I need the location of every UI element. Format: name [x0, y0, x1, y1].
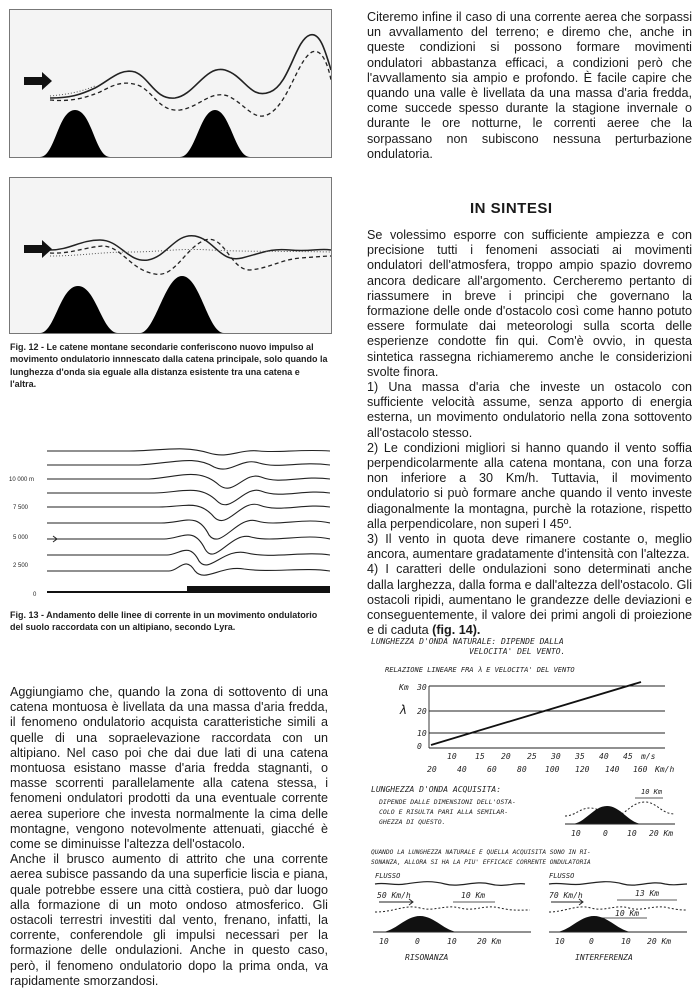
x-tick-kmh: 120 — [575, 765, 590, 774]
x-tick-kmh: 20 — [427, 765, 437, 774]
int-speed: 70 Km/h — [549, 891, 583, 900]
section-heading: IN SINTESI — [470, 200, 553, 217]
figure-reference: (fig. 14). — [432, 623, 481, 638]
fig13-caption: Fig. 13 - Andamento delle linee di corrente in un movimento ondulatorio del suolo raccordata con un altipiano, secondo Lyra. — [10, 610, 318, 633]
x-tick-ms: 30 — [551, 752, 561, 761]
fig14-title: LUNGHEZZA D'ONDA NATURALE: DIPENDE DALLA — [371, 637, 564, 646]
x-unit-ms: m/s — [641, 752, 656, 761]
x-tick-ms: 25 — [527, 752, 537, 761]
fig12-bottom-diagram — [9, 177, 332, 334]
acq-km: 10 Km — [641, 788, 663, 796]
fig13-ylabel: 2 500 — [13, 563, 29, 569]
fig12-caption: Fig. 12 - Le catene montane secondarie conferiscono nuovo impulso al movimento ondulatorio innnescato dalla catena principale, solo quando la lunghezza d'onda sia eguale alla distanza esistente tra una catena e l'altra. — [10, 342, 328, 390]
int-tick: 20 Km — [647, 937, 672, 946]
int-length-2: 10 Km — [615, 909, 640, 918]
x-tick-ms: 15 — [475, 752, 485, 761]
res-tick: 10 — [447, 937, 457, 946]
x-tick-kmh: 140 — [605, 765, 620, 774]
res-tick: 20 Km — [477, 937, 502, 946]
x-tick-kmh: 80 — [517, 765, 527, 774]
x-tick-ms: 45 — [623, 752, 633, 761]
y-tick: 20 — [417, 707, 427, 716]
summary-paragraph: 2) Le condizioni migliori si hanno quando il vento soffia perpendicolarmente alla catena montana, con una forza non inferiore a 30 Km/h. Tuttavia, il movimento ondulatorio si può formare anche quando il vento investe diagonalmente la montagna, purchè la rotazione, rispetto alla perpendicolare, non superi I 45º. — [367, 440, 692, 531]
acq-tick: 10 — [627, 829, 637, 838]
chart-lambda: λ — [399, 703, 407, 717]
int-tick: 0 — [589, 937, 594, 946]
resonance-note: QUANDO LA LUNGHEZZA NATURALE E QUELLA ACQUISITA SONO IN RI- — [371, 849, 591, 856]
fig13-diagram — [9, 445, 330, 605]
fig13-ylabel: 5 000 — [13, 535, 29, 541]
y-tick: 30 — [417, 683, 427, 692]
x-tick-ms: 20 — [501, 752, 511, 761]
fig14-subtitle: RELAZIONE LINEARE FRA λ E VELOCITA' DEL VENTO — [385, 666, 575, 674]
res-length: 10 Km — [461, 891, 486, 900]
x-tick-kmh: 40 — [457, 765, 467, 774]
int-length-1: 13 Km — [635, 889, 660, 898]
y-tick: 0 — [417, 742, 422, 751]
x-tick-ms: 10 — [447, 752, 457, 761]
x-tick-ms: 40 — [599, 752, 609, 761]
summary-text — [367, 228, 692, 638]
summary-paragraph: Se volessimo esporre con sufficiente ampiezza e con precisione tutti i fenomeni associati ai movimenti ondulatori dell'atmosfera, troppo ampio spazio dovremo ancora dedicare all'argomento. Cercheremo pertanto di riassumere in breve i principi che governano la formazione delle onde d'ostacolo così come hanno potuto essere formulate dai meteorologi sulla scorta delle esperienze condotte fin qui. Com'è ovvio, in questa sintetica rassegna richiameremo anche le considerizioni svolte finora. — [367, 228, 692, 379]
fig13-ylabel: 10 000 m — [9, 477, 35, 483]
fig14-title: VELOCITA' DEL VENTO. — [469, 647, 566, 656]
x-tick-ms: 35 — [575, 752, 585, 761]
flusso-label: FLUSSO — [549, 872, 575, 880]
risonanza-label: RISONANZA — [405, 953, 449, 962]
int-tick: 10 — [621, 937, 631, 946]
fig12-top-diagram — [9, 9, 332, 158]
left-body-text — [10, 685, 328, 989]
x-tick-kmh: 160 — [633, 765, 648, 774]
right-intro-text: Citeremo infine il caso di una corrente aerea che sorpassi un avvallamento del terreno; e diremo che, anche in queste condizioni si possono formare movimenti ondulatori abbastanza efficaci, a condizioni però che l'avvallamento sia ampio e profondo. È facile capire che quando una valle è livellata da una massa d'aria fredda, come succede spesso durante la stagione invernale o durante le ore notturne, le correnti aeree che la sorpassano non subiscono nessuna perturbazione ondulatoria. — [367, 10, 692, 161]
y-tick: 10 — [417, 729, 427, 738]
int-tick: 10 — [555, 937, 565, 946]
acq-line: GHEZZA DI QUESTO. — [379, 818, 446, 826]
summary-last-text: 4) I caratteri delle ondulazioni sono determinati anche dalla larghezza, dalla forma e dall'altezza dell'ostacolo. Gli ostacoli ripidi, aumentano le grandezze delle deviazioni e conseguentemente, il valore dei primi angoli di proiezione e di caduta — [367, 562, 692, 638]
fig14-diagram — [365, 628, 695, 964]
acq-tick: 0 — [603, 829, 608, 838]
acq-tick: 10 — [571, 829, 581, 838]
interferenza-label: INTERFERENZA — [575, 953, 633, 962]
acq-line: COLO E RISULTA PARI ALLA SEMILAR- — [379, 808, 509, 816]
summary-paragraph: 1) Una massa d'aria che investe un ostacolo con sufficiente velocità assume, senza apporto di energia esterna, un movimento ondulatorio nella zona sottovento all'ostacolo stesso. — [367, 380, 692, 440]
x-tick-kmh: 100 — [545, 765, 560, 774]
fig13-ylabel: 0 — [33, 592, 37, 598]
x-unit-kmh: Km/h — [655, 765, 675, 774]
resonance-note: SONANZA, ALLORA SI HA LA PIU' EFFICACE CORRENTE ONDULATORIA — [371, 859, 591, 866]
fig13-ylabel: 7 500 — [13, 505, 29, 511]
acq-title: LUNGHEZZA D'ONDA ACQUISITA: — [371, 785, 502, 794]
acq-line: DIPENDE DALLE DIMENSIONI DELL'OSTA- — [379, 798, 516, 806]
flusso-label: FLUSSO — [375, 872, 401, 880]
summary-paragraph: 3) Il vento in quota deve rimanere costante o, meglio ancora, aumentare gradatamente d'intensità con l'altezza. — [367, 532, 692, 562]
res-speed: 50 Km/h — [377, 891, 411, 900]
left-paragraph: Anche il brusco aumento di attrito che una corrente aerea subisce passando da una superficie liscia e piana, quale potrebbe essere una città costiera, può dar luogo alla formazione di un moto ondoso atmosferico. Gli ostacoli terrestri investiti dal vento, frenano, infatti, la corrente, conferendole gli impulsi necessari per la formazione delle ondulazioni. Anche in questo caso, però, il fenomeno ondulatorio dopo la prima onda, va rapidamente smorzandosi. — [10, 852, 328, 988]
res-tick: 10 — [379, 937, 389, 946]
chart-unit-km: Km — [399, 683, 409, 692]
acq-tick: 20 Km — [649, 829, 674, 838]
x-tick-kmh: 60 — [487, 765, 497, 774]
res-tick: 0 — [415, 937, 420, 946]
left-paragraph: Aggiungiamo che, quando la zona di sottovento di una catena montuosa è livellata da una massa d'aria fredda, il fenomeno ondulatorio acquista caratteristiche simili a quelle di una sopraelevazione raccordata con un altipiano. Nel caso poi che dai due lati di una catena montuosa esistano masse d'aria fredda stagnanti, o masse scorrenti parallelamente alla catena stessa, i fenomeni ondulatori prodotti da una eventuale corrente aerea superiore che investa normalmente la cima delle montagne, vengono notevolmente attenuati, giacché è come se diminuisse l'altezza dell'ostacolo. — [10, 685, 328, 852]
